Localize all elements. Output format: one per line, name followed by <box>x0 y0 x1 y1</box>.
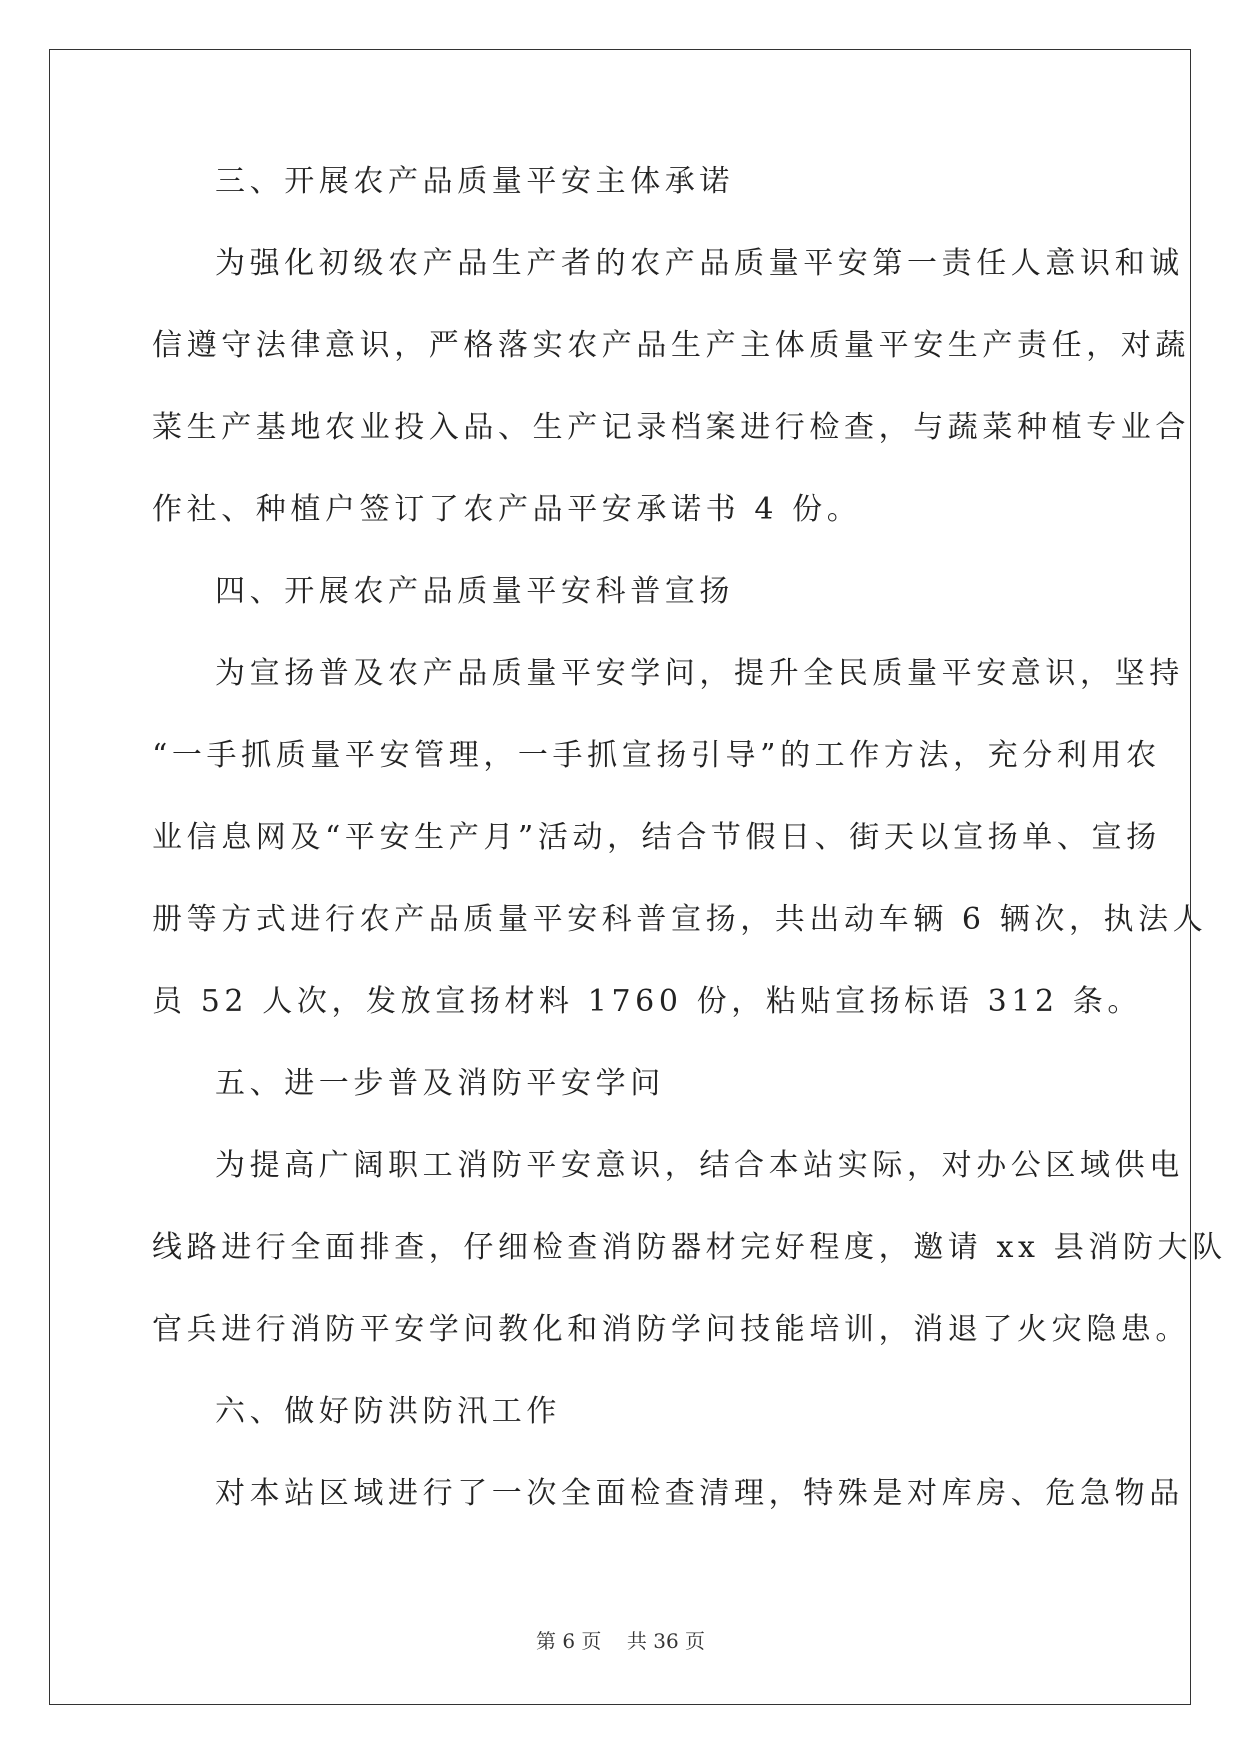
text-line: 官兵进行消防平安学问教化和消防学问技能培训，消退了火灾隐患。 <box>152 1312 1190 1347</box>
text-line: 业信息网及“平安生产月”活动，结合节假日、街天以宣扬单、宣扬 <box>152 820 1161 855</box>
text-line: 作社、种植户签订了农产品平安承诺书 4 份。 <box>152 492 862 527</box>
text-line: 员 52 人次，发放宣扬材料 1760 份，粘贴宣扬标语 312 条。 <box>152 984 1142 1019</box>
text-line: 三、开展农产品质量平安主体承诺 <box>215 164 734 199</box>
text-line: “一手抓质量平安管理，一手抓宣扬引导”的工作方法，充分利用农 <box>152 738 1161 773</box>
text-line: 为强化初级农产品生产者的农产品质量平安第一责任人意识和诚 <box>215 246 1184 281</box>
text-line: 为提高广阔职工消防平安意识，结合本站实际，对办公区域供电 <box>215 1148 1184 1183</box>
text-line: 信遵守法律意识，严格落实农产品生产主体质量平安生产责任，对蔬 <box>152 328 1190 363</box>
text-line: 为宣扬普及农产品质量平安学问，提升全民质量平安意识，坚持 <box>215 656 1184 691</box>
text-line: 册等方式进行农产品质量平安科普宣扬，共出动车辆 6 辆次，执法人 <box>152 902 1208 937</box>
text-line: 六、做好防洪防汛工作 <box>215 1394 561 1429</box>
page-footer <box>0 1625 1241 1654</box>
text-line: 四、开展农产品质量平安科普宣扬 <box>215 574 734 609</box>
page-number: 第 6 页 <box>535 1629 602 1653</box>
text-line: 线路进行全面排查，仔细检查消防器材完好程度，邀请 xx 县消防大队 <box>152 1230 1227 1265</box>
text-line: 对本站区域进行了一次全面检查清理，特殊是对库房、危急物品 <box>215 1476 1184 1511</box>
text-line: 菜生产基地农业投入品、生产记录档案进行检查，与蔬菜种植专业合 <box>152 410 1190 445</box>
page-total: 共 36 页 <box>626 1629 706 1653</box>
document-body <box>152 158 1227 1552</box>
text-line: 五、进一步普及消防平安学问 <box>215 1066 665 1101</box>
